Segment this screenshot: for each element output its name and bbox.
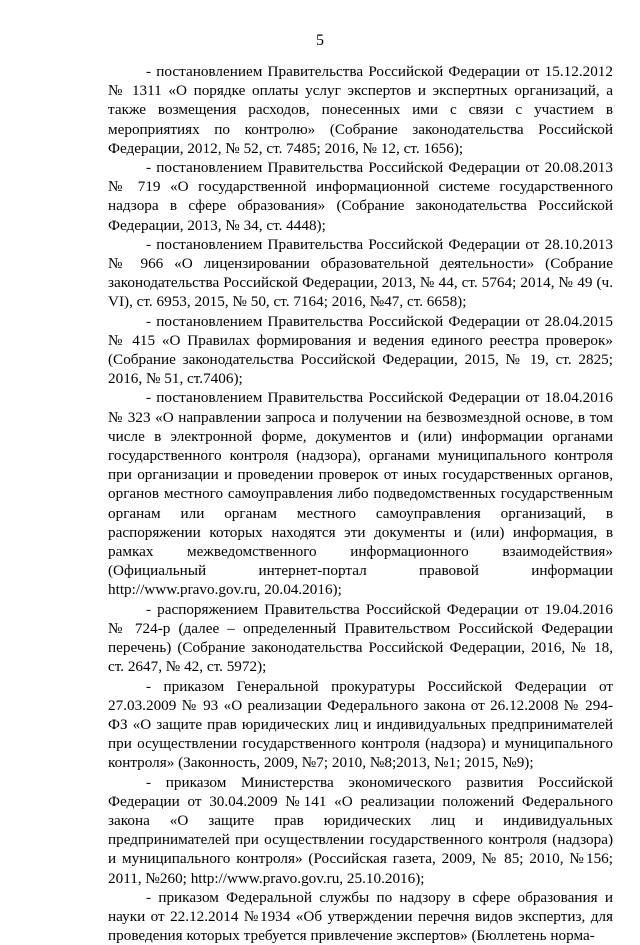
paragraph-decree-415: - постановлением Правительства Российской Федерации от 28.04.2015 № 415 «О Правилах формирования и ведения единого реестра проверок» (Собрание законодательства Российской Федерации, 2015, № 19, ст. 2825; 2016, № 51, ст.7406); (108, 312, 613, 388)
paragraph-decree-966: - постановлением Правительства Российской Федерации от 28.10.2013 № 966 «О лицензировании образовательной деятельности» (Собрание законодательства Российской Федерации, 2013, № 44, ст. 5764; 2014, № 49 (ч. VI), ст. 6953, 2015, № 50, ст. 7164; 2016, №47, ст. 6658); (108, 235, 613, 311)
paragraph-decree-323: - постановлением Правительства Российской Федерации от 18.04.2016 № 323 «О направлении запроса и получении на безвозмездной основе, в том числе в электронной форме, документов и (или) информации органами государственного контроля (надзора), органами муниципального контроля при организации и проведении проверок от иных государственных органов, органов местного самоуправления либо подведомственных государственным органам или органам местного самоуправления организаций, в распоряжении которых находятся эти документы и (или) информация, в рамках межведомственного информационного взаимодействия» (Официальный интернет-портал правовой информации http://www.pravo.gov.ru, 20.04.2016); (108, 389, 613, 599)
paragraph-decree-719: - постановлением Правительства Российской Федерации от 20.08.2013 № 719 «О государственной информационной системе государственного надзора в сфере образования» (Собрание законодательства Российской Федерации, 2013, № 34, ст. 4448); (108, 159, 613, 234)
paragraph-prosecutor-order-93: - приказом Генеральной прокуратуры Российской Федерации от 27.03.2009 № 93 «О реализации Федерального закона от 26.12.2008 № 294-ФЗ «О защите прав юридических лиц и индивидуальных предпринимателей при осуществлении государственного контроля (надзора) и муниципального контроля» (Законность, 2009, №7; 2010, №8;2013, №1; 2015, №9); (108, 677, 613, 772)
paragraph-ministry-order-141: - приказом Министерства экономического развития Российской Федерации от 30.04.2009 №141 «О реализации положений Федерального закона «О защите прав юридических лиц и индивидуальных предпринимателей при осуществлении государственного контроля (надзора) и муниципального контроля» (Российская газета, 2009, № 85; 2010, №156; 2011, №260; http://www.pravo.gov.ru, 25.10.2016); (108, 773, 613, 887)
page-number: 5 (316, 32, 324, 49)
paragraph-rosobrnadzor-order-1934: - приказом Федеральной службы по надзору в сфере образования и науки от 22.12.2014 №1934 «Об утверждении перечня видов экспертиз, для проведения которых требуется привлечение экспертов» (Бюллетень норма- (108, 888, 613, 945)
paragraph-decree-1311: - постановлением Правительства Российской Федерации от 15.12.2012 № 1311 «О порядке оплаты услуг экспертов и экспертных организаций, а также возмещения расходов, понесенных ими с связи с участием в мероприятиях по контролю» (Собрание законодательства Российской Федерации, 2012, № 52, ст. 7485; 2016, № 12, ст. 1656); (108, 63, 613, 157)
paragraph-order-724r: - распоряжением Правительства Российской Федерации от 19.04.2016 № 724-р (далее – определенный Правительством Российской Федерации перечень) (Собрание законодательства Российской Федерации, 2016, № 18, ст. 2647, № 42, ст. 5972); (108, 600, 613, 676)
document-body (108, 62, 613, 945)
